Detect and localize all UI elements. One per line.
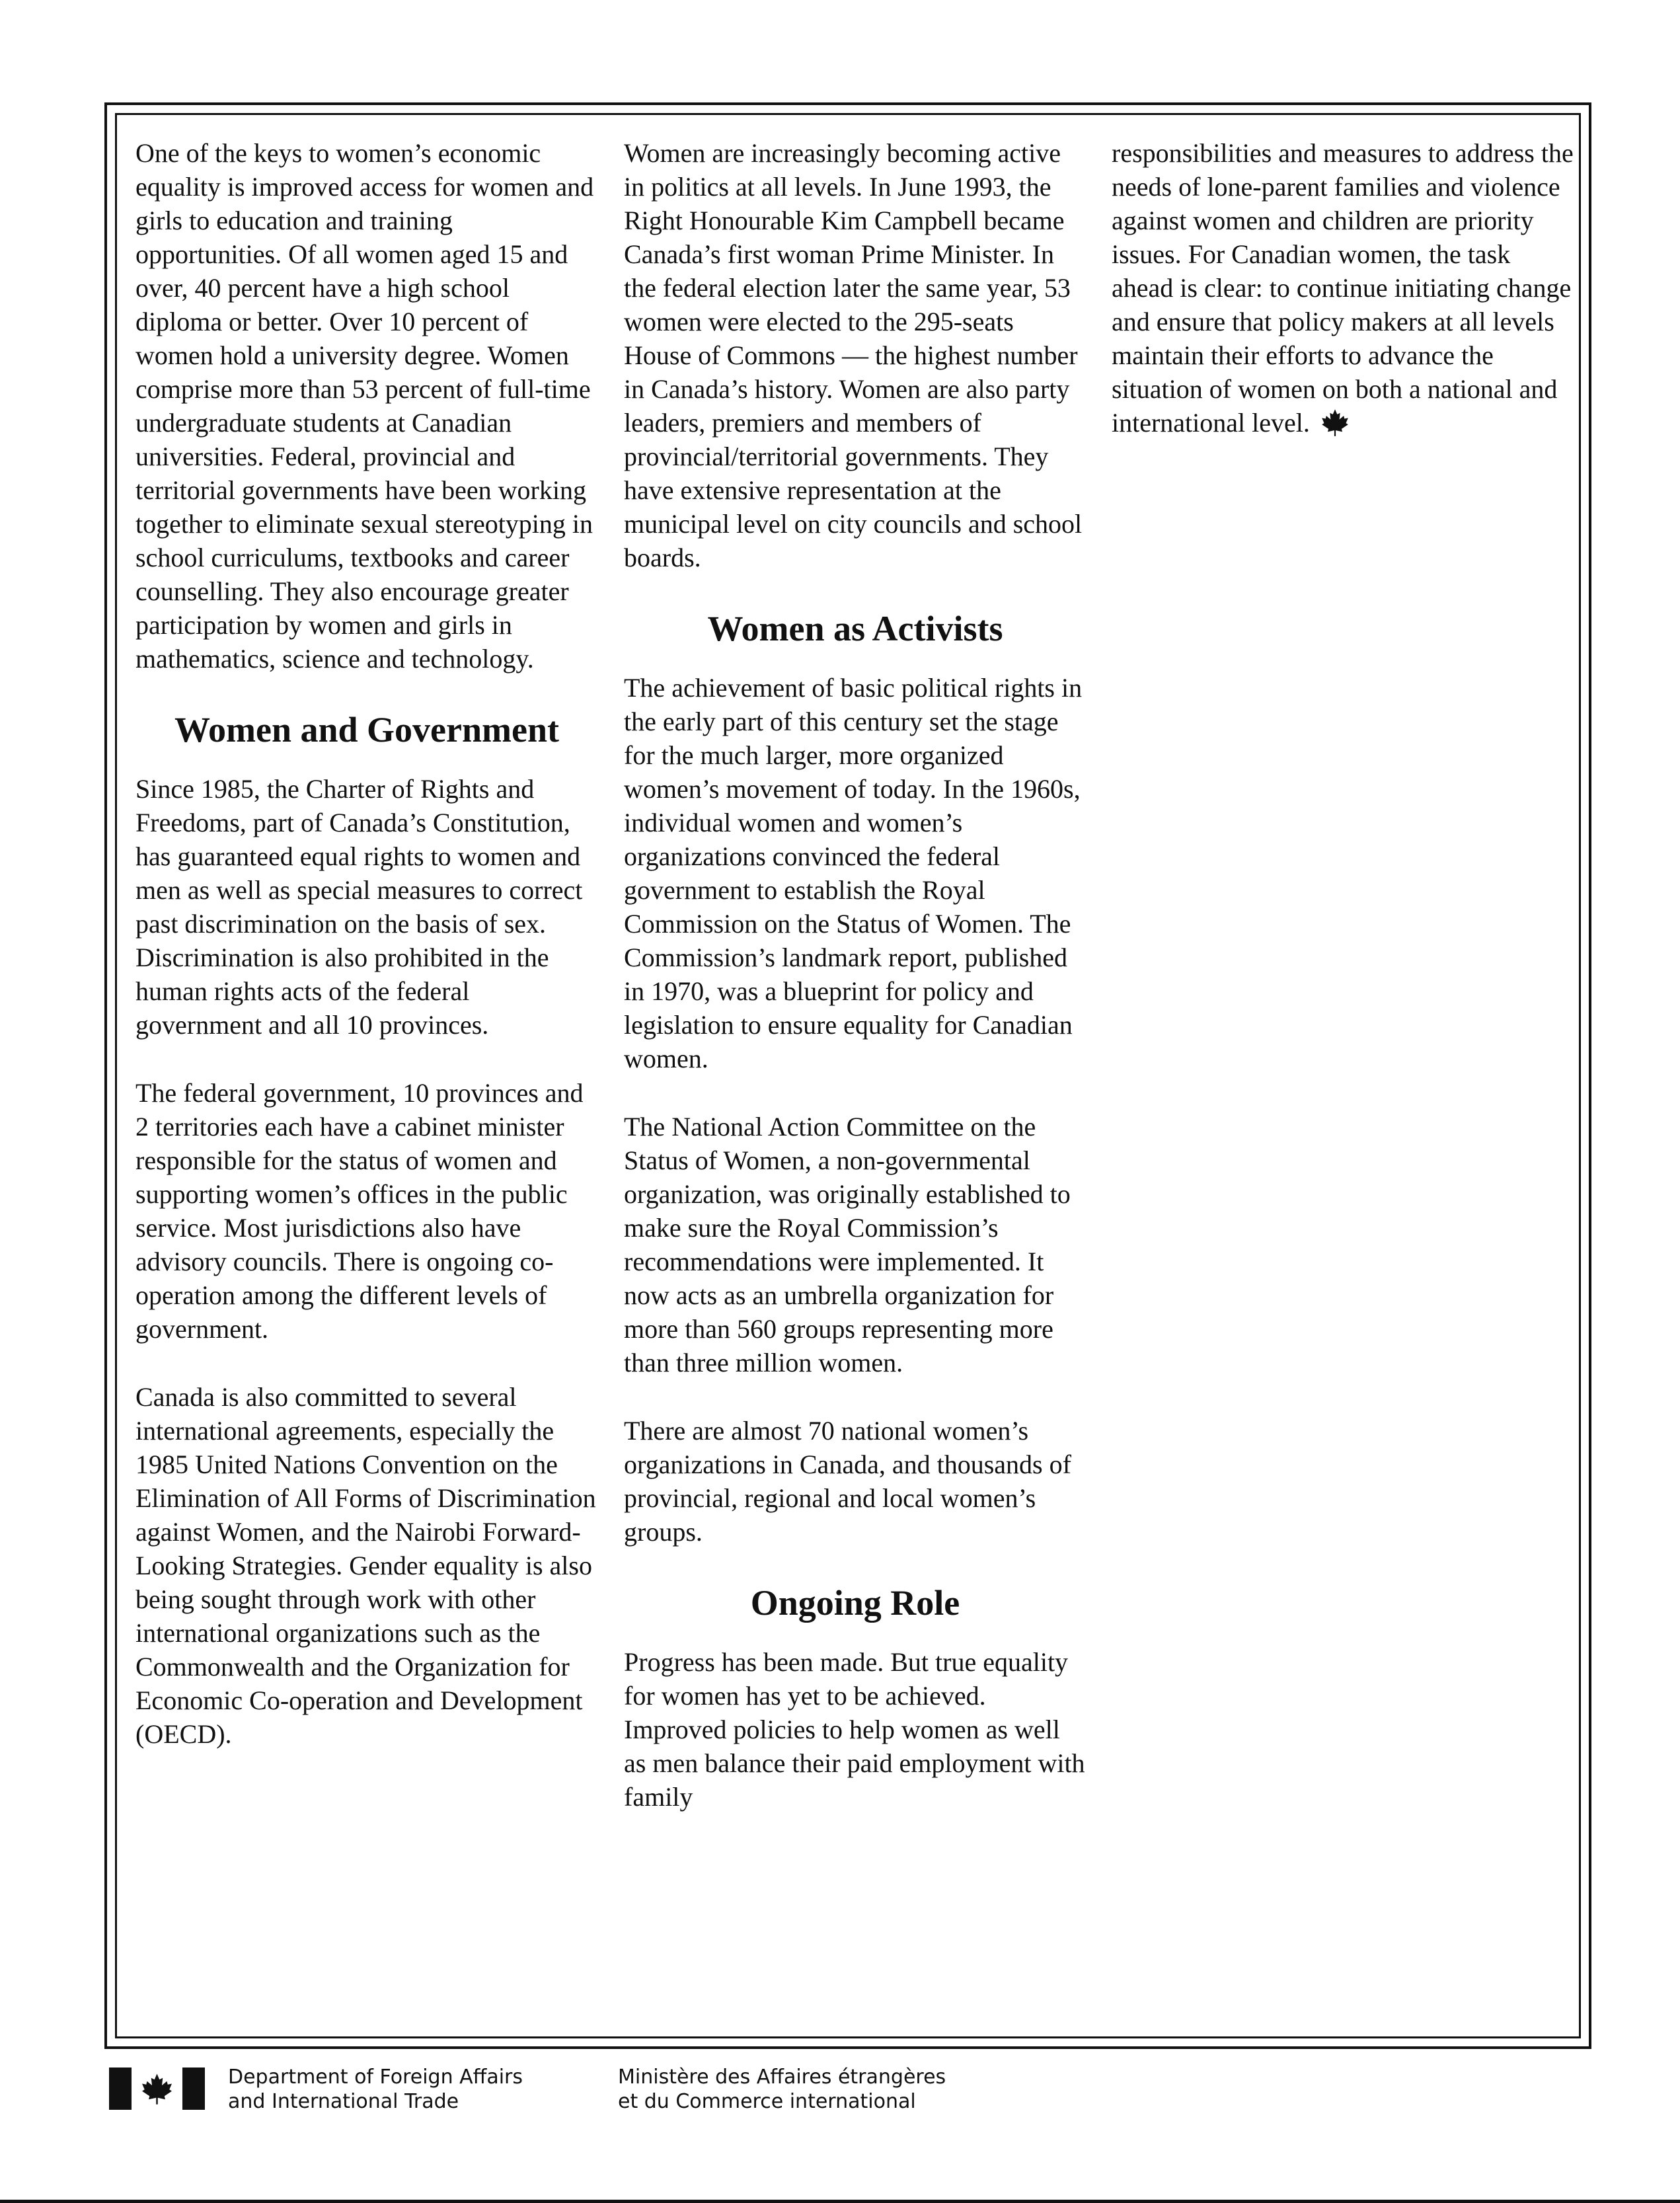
department-en-line-1: Department of Foreign Affairs [228, 2066, 523, 2089]
column-2 [624, 136, 1087, 1814]
paragraph-charter: Since 1985, the Charter of Rights and Freedoms, part of Canada’s Constitution, has guaranteed equal rights to women and men as well as special measures to correct past discrimination on the basis of sex. Discrimination is also prohibited in the human rights acts of the federal government and all 10 provinces. [135, 774, 583, 1040]
paragraph-ministers: The federal government, 10 provinces and 2 territories each have a cabinet minister responsible for the status of women and supporting women’s offices in the public service. Most jurisdictions also have advisory councils. There is ongoing co-operation among the different levels of government. [135, 1078, 584, 1344]
paragraph-responsibilities [1112, 136, 1574, 440]
maple-leaf-icon [1320, 408, 1350, 437]
heading-women-and-government: Women and Government [174, 710, 559, 750]
department-fr-line-2: et du Commerce international [618, 2090, 916, 2113]
paragraph-organizations: There are almost 70 national women’s organizations in Canada, and thousands of provincial, regional and local women’s groups. [624, 1416, 1071, 1547]
paragraph-international: Canada is also committed to several international agreements, especially the 1985 United Nations Convention on the Elimination of All Forms of Discrimination against Women, and the Nairobi Forward-Looking Strategies. Gender equality is also being sought through work with other international organizations such as the Commonwealth and the Organization for Economic Co-operation and Development (OECD). [135, 1382, 596, 1749]
column-1 [135, 136, 598, 1751]
heading-women-as-activists: Women as Activists [707, 609, 1003, 648]
heading-ongoing-role: Ongoing Role [750, 1583, 960, 1623]
department-name-english [228, 2065, 523, 2114]
column-3 [1112, 136, 1574, 440]
footer [109, 2065, 1576, 2124]
department-name-french [618, 2065, 946, 2114]
paragraph-progress: Progress has been made. But true equality for women has yet to be achieved. Improved policies to help women as well as men balance their paid employment with family [624, 1647, 1085, 1812]
paragraph-politics: Women are increasingly becoming active in politics at all levels. In June 1993, the Right Honourable Kim Campbell became Canada’s first woman Prime Minister. In the federal election later the same year, 53 women were elected to the 295-seats House of Commons — the highest number in Canada’s history. Women are also party leaders, premiers and members of provincial/territorial governments. They have extensive representation at the municipal level on city councils and school boards. [624, 138, 1083, 572]
paragraph-rights: The achievement of basic political rights in the early part of this century set the stage for the much larger, more organized women’s movement of today. In the 1960s, individual women and women’s organizations convinced the federal government to establish the Royal Commission on the Status of Women. The Commission’s landmark report, published in 1970, was a blueprint for policy and legislation to ensure equality for Canadian women. [624, 673, 1083, 1073]
canada-flag-icon [109, 2065, 205, 2112]
department-en-line-2: and International Trade [228, 2090, 459, 2113]
bottom-rule [0, 2200, 1680, 2203]
paragraph-nac: The National Action Committee on the Status of Women, a non-governmental organization, was originally established to make sure the Royal Commission’s recommendations were implemented. It now acts as an umbrella organization for more than 560 groups representing more than three million women. [624, 1112, 1071, 1377]
department-fr-line-1: Ministère des Affaires étrangères [618, 2066, 946, 2089]
paragraph-responsibilities-text: responsibilities and measures to address the needs of lone-parent families and violence against women and children are priority issues. For Canadian women, the task ahead is clear: to continue initiating change and ensure that policy makers at all levels maintain their efforts to advance the situation of women on both a national and international level. [1112, 138, 1574, 438]
paragraph-education: One of the keys to women’s economic equality is improved access for women and girls to education and training opportunities. Of all women aged 15 and over, 40 percent have a high school diploma or better. Over 10 percent of women hold a university degree. Women comprise more than 53 percent of full-time undergraduate students at Canadian universities. Federal, provincial and territorial governments have been working together to eliminate sexual stereotyping in school curriculums, textbooks and career counselling. They also encourage greater participation by women and girls in mathematics, science and technology. [135, 138, 594, 674]
